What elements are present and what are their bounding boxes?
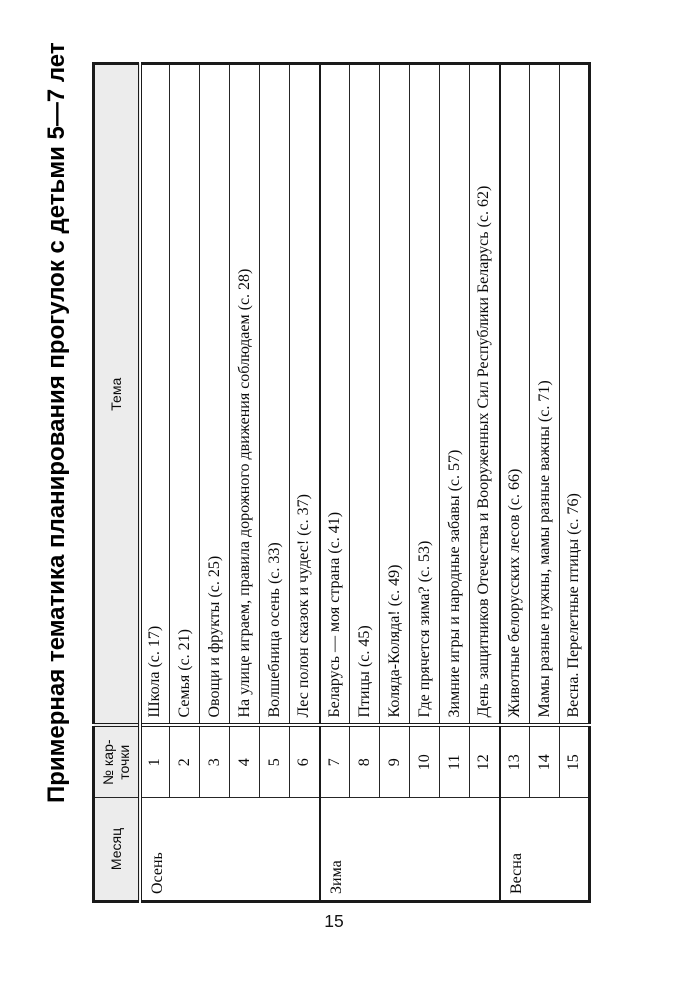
card-number-cell: 11 [440,726,470,798]
page-number: 15 [324,911,344,931]
card-number-cell: 7 [320,726,350,798]
card-number-cell: 13 [500,726,530,798]
header-theme: Тема [94,64,140,726]
card-number-cell: 14 [530,726,560,798]
table-row [140,64,170,902]
table-row [170,64,200,902]
card-number-cell: 10 [410,726,440,798]
card-number-cell: 1 [140,726,170,798]
walk-planning-table [92,62,591,903]
theme-cell: Животные белорусских лесов (с. 66) [500,64,530,726]
table-row [200,64,230,902]
theme-cell: Весна. Перелетные птицы (с. 76) [560,64,590,726]
header-row [94,64,140,902]
table-row [380,64,410,902]
theme-cell: Волшебница осень (с. 33) [260,64,290,726]
card-number-cell: 2 [170,726,200,798]
theme-cell: Овощи и фрукты (с. 25) [200,64,230,726]
table-row [500,64,530,902]
page-title: Примерная тематика планирования прогулок с детьми 5—7 лет [43,42,70,803]
card-number-cell: 15 [560,726,590,798]
card-number-cell: 4 [230,726,260,798]
table-row [410,64,440,902]
card-number-cell: 12 [470,726,500,798]
theme-cell: Где прячется зима? (с. 53) [410,64,440,726]
theme-cell: Мамы разные нужны, мамы разные важны (с. 71) [530,64,560,726]
header-month: Месяц [94,798,140,902]
theme-cell: Школа (с. 17) [140,64,170,726]
month-cell: Зима [320,798,500,902]
table-row [290,64,320,902]
month-cell: Весна [500,798,590,902]
theme-cell: Лес полон сказок и чудес! (с. 37) [290,64,320,726]
theme-cell: На улице играем, правила дорожного движения соблюдаем (с. 28) [230,64,260,726]
month-cell: Осень [140,798,320,902]
table-row [470,64,500,902]
card-number-cell: 9 [380,726,410,798]
card-number-cell: 6 [290,726,320,798]
header-card-number-line1: № кар- [100,739,117,786]
card-number-cell: 3 [200,726,230,798]
header-card-number [94,726,140,798]
table-row [440,64,470,902]
theme-cell: Семья (с. 21) [170,64,200,726]
card-number-cell: 8 [350,726,380,798]
table-row [560,64,590,902]
table-row [230,64,260,902]
theme-cell: День защитников Отечества и Вооруженных Сил Республики Беларусь (с. 62) [470,64,500,726]
theme-cell: Коляда-Коляда! (с. 49) [380,64,410,726]
theme-cell: Беларусь — моя страна (с. 41) [320,64,350,726]
table-row [320,64,350,902]
card-number-cell: 5 [260,726,290,798]
theme-cell: Птицы (с. 45) [350,64,380,726]
table-row [350,64,380,902]
theme-cell: Зимние игры и народные забавы (с. 57) [440,64,470,726]
header-card-number-line2: точки [116,744,133,780]
table-row [530,64,560,902]
table-row [260,64,290,902]
